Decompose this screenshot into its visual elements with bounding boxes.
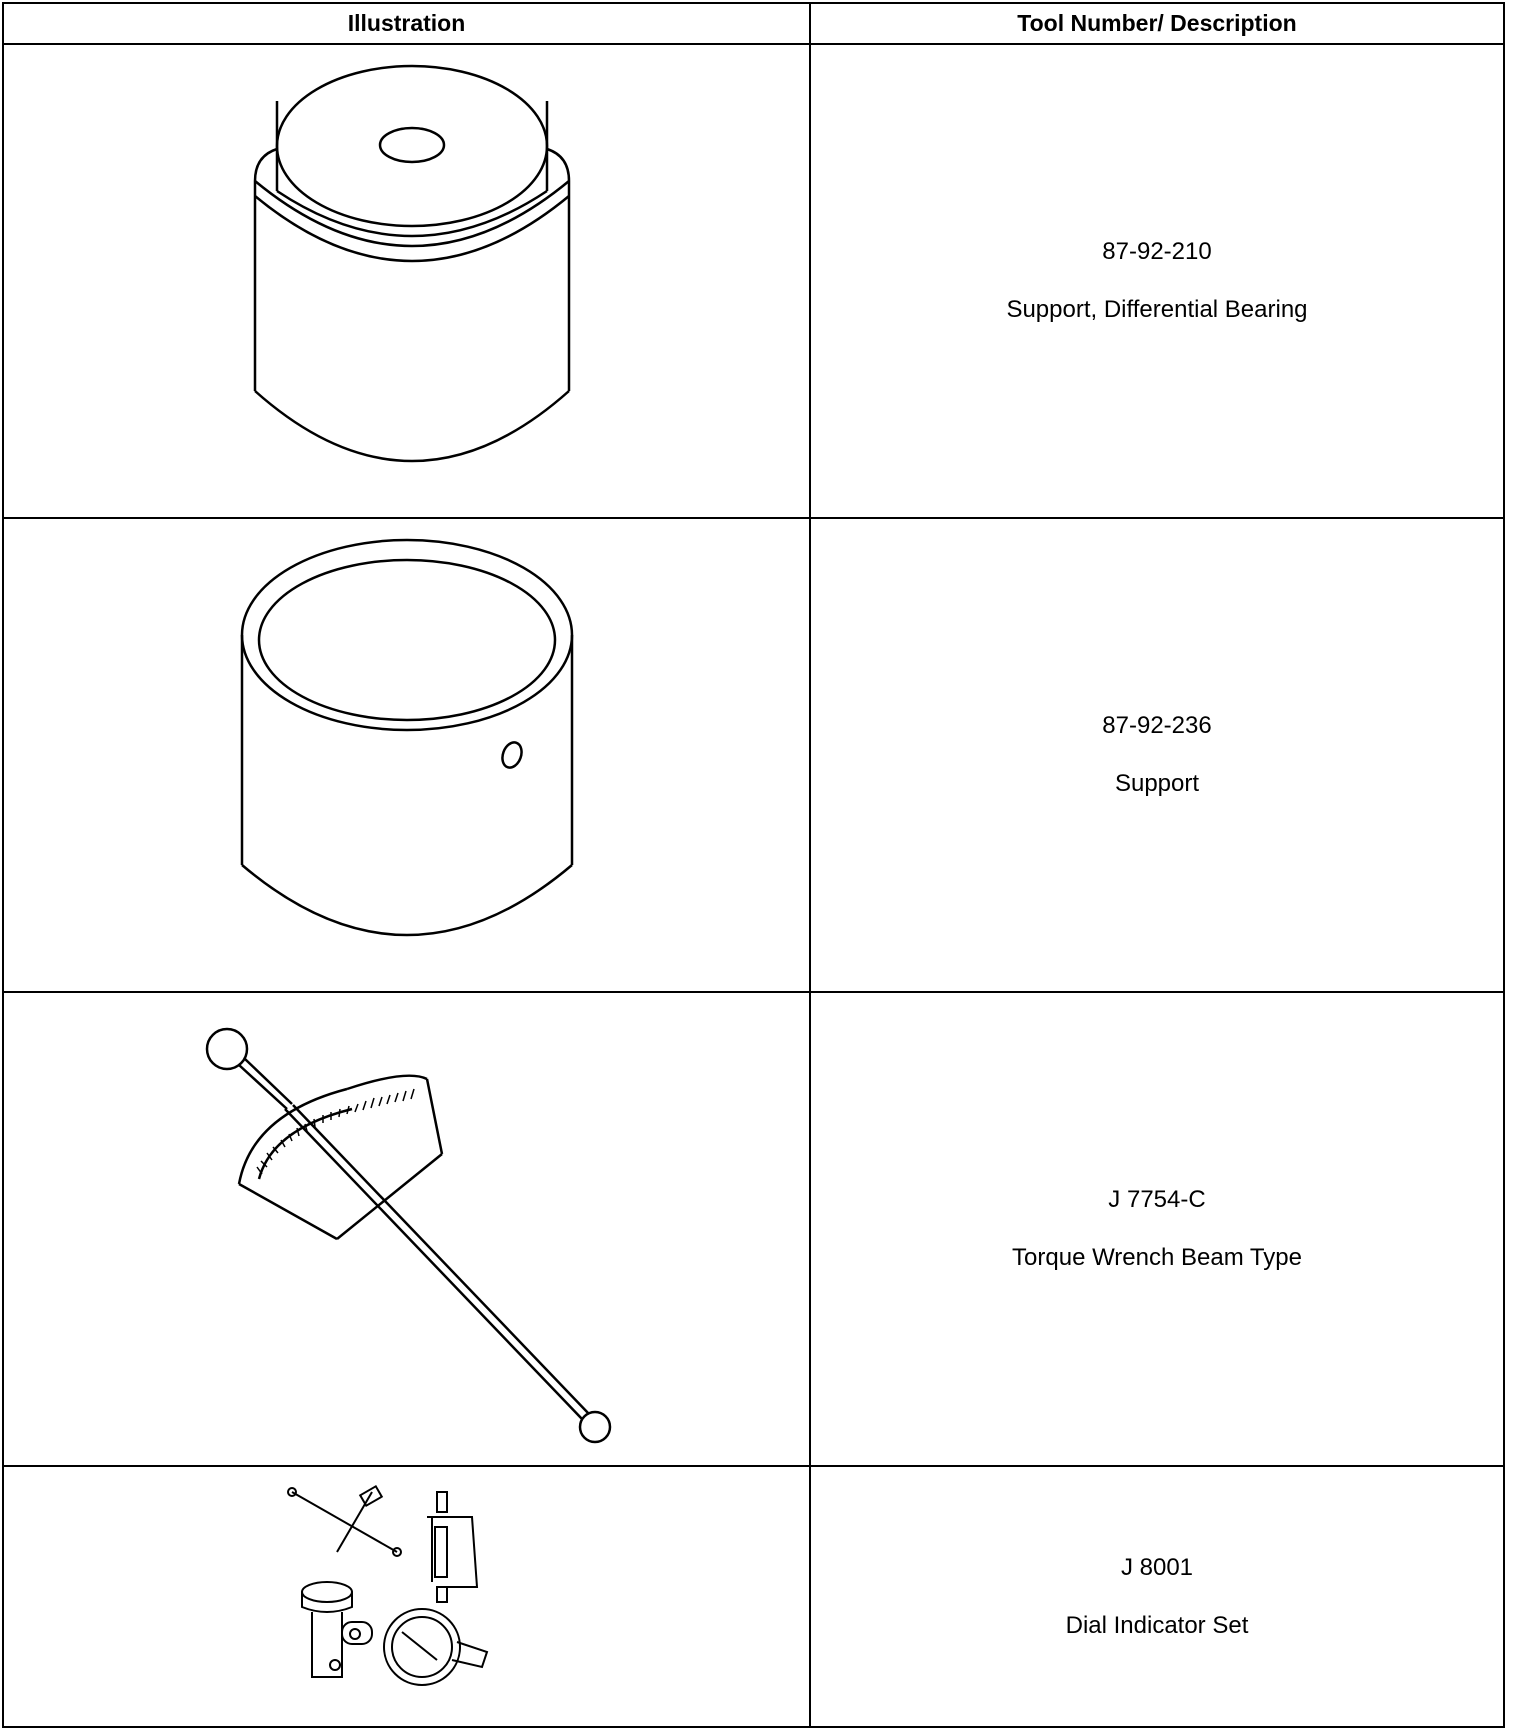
tool-description: Support: [1114, 770, 1200, 797]
tool-number: J 7754-C: [1108, 1186, 1206, 1213]
table-row: [3, 44, 1504, 518]
tool-description: Support, Differential Bearing: [1006, 296, 1308, 323]
illustration-cell: [3, 992, 810, 1466]
tools-table: [2, 2, 1505, 1728]
header-description: Tool Number/ Description: [810, 3, 1504, 44]
description-cell: [810, 992, 1504, 1466]
tool-number: J 8001: [1120, 1553, 1194, 1581]
illustration-cell: [3, 518, 810, 992]
illustration-cell: [3, 1466, 810, 1727]
illustration-cell: [3, 44, 810, 518]
support-drawing: [227, 535, 587, 975]
table-row: [3, 1466, 1504, 1727]
tool-number: 87-92-210: [1102, 238, 1212, 265]
header-row: [3, 3, 1504, 44]
description-cell: [810, 44, 1504, 518]
table-row: [3, 518, 1504, 992]
description-cell: [810, 518, 1504, 992]
torque-wrench-drawing: [197, 1009, 617, 1449]
tool-description: Torque Wrench Beam Type: [1012, 1244, 1302, 1271]
header-illustration: Illustration: [3, 3, 810, 44]
differential-bearing-support-drawing: [227, 61, 587, 501]
table-row: [3, 992, 1504, 1466]
description-cell: [810, 1466, 1504, 1727]
tool-description: Dial Indicator Set: [1065, 1611, 1249, 1639]
tool-number: 87-92-236: [1102, 712, 1212, 739]
dial-indicator-set-drawing: [287, 1482, 527, 1712]
